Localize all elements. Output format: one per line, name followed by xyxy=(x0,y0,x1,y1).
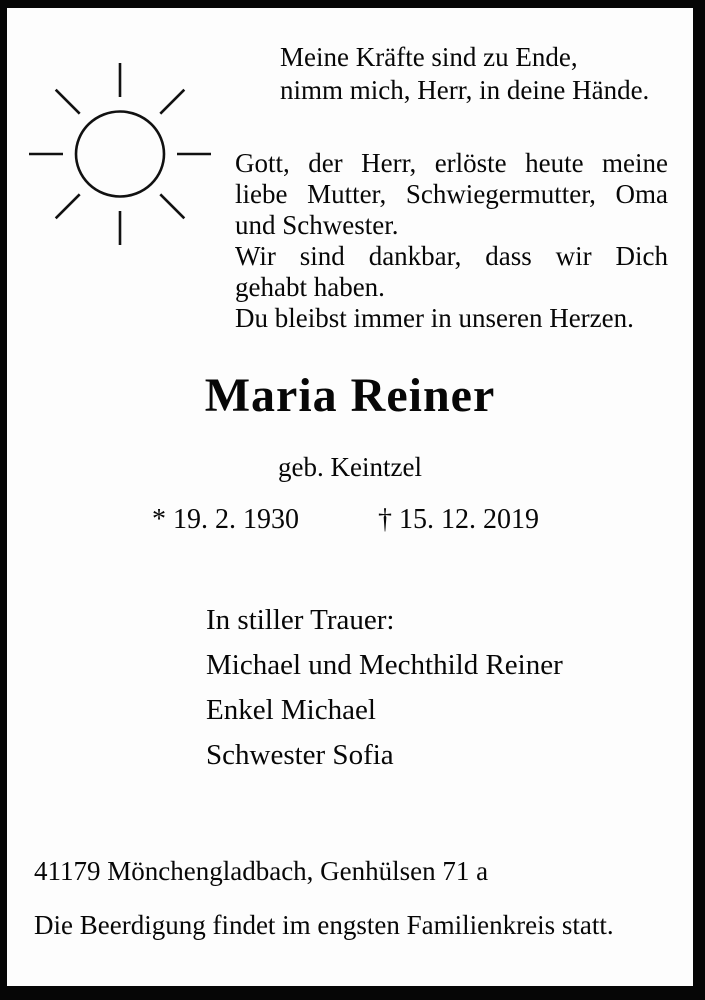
deceased-name: Maria Reiner xyxy=(204,369,496,422)
maiden-name: geb. Keintzel xyxy=(278,452,422,482)
epigraph-line-2: nimm mich, Herr, in deine Hände. xyxy=(280,75,650,105)
address-line: 41179 Mönchengladbach, Genhülsen 71 a xyxy=(34,856,489,886)
announcement-line-6: Du bleibst immer in unseren Herzen. xyxy=(235,303,634,333)
mourners-list xyxy=(206,598,563,778)
death-date: † 15. 12. 2019 xyxy=(378,504,539,535)
sun-icon xyxy=(20,54,220,254)
birth-date: * 19. 2. 1930 xyxy=(152,504,299,535)
life-dates xyxy=(0,503,705,543)
announcement-line-3: und Schwester. xyxy=(235,210,399,240)
epigraph-verse xyxy=(280,41,649,107)
announcement-line-2: liebe Mutter, Schwiegermutter, Oma xyxy=(235,179,668,209)
announcement-line-1: Gott, der Herr, erlöste heute meine xyxy=(235,148,668,178)
mourner-line-3: Schwester Sofia xyxy=(206,739,394,771)
announcement-line-5: gehabt haben. xyxy=(235,272,385,302)
mourners-intro: In stiller Trauer: xyxy=(206,604,395,636)
mourner-line-2: Enkel Michael xyxy=(206,694,376,726)
mourner-line-1: Michael und Mechthild Reiner xyxy=(206,649,563,681)
funeral-note: Die Beerdigung findet im engsten Familienkreis statt. xyxy=(34,910,614,940)
announcement-text xyxy=(235,148,668,334)
epigraph-line-1: Meine Kräfte sind zu Ende, xyxy=(280,42,578,72)
announcement-line-4: Wir sind dankbar, dass wir Dich xyxy=(235,241,668,271)
